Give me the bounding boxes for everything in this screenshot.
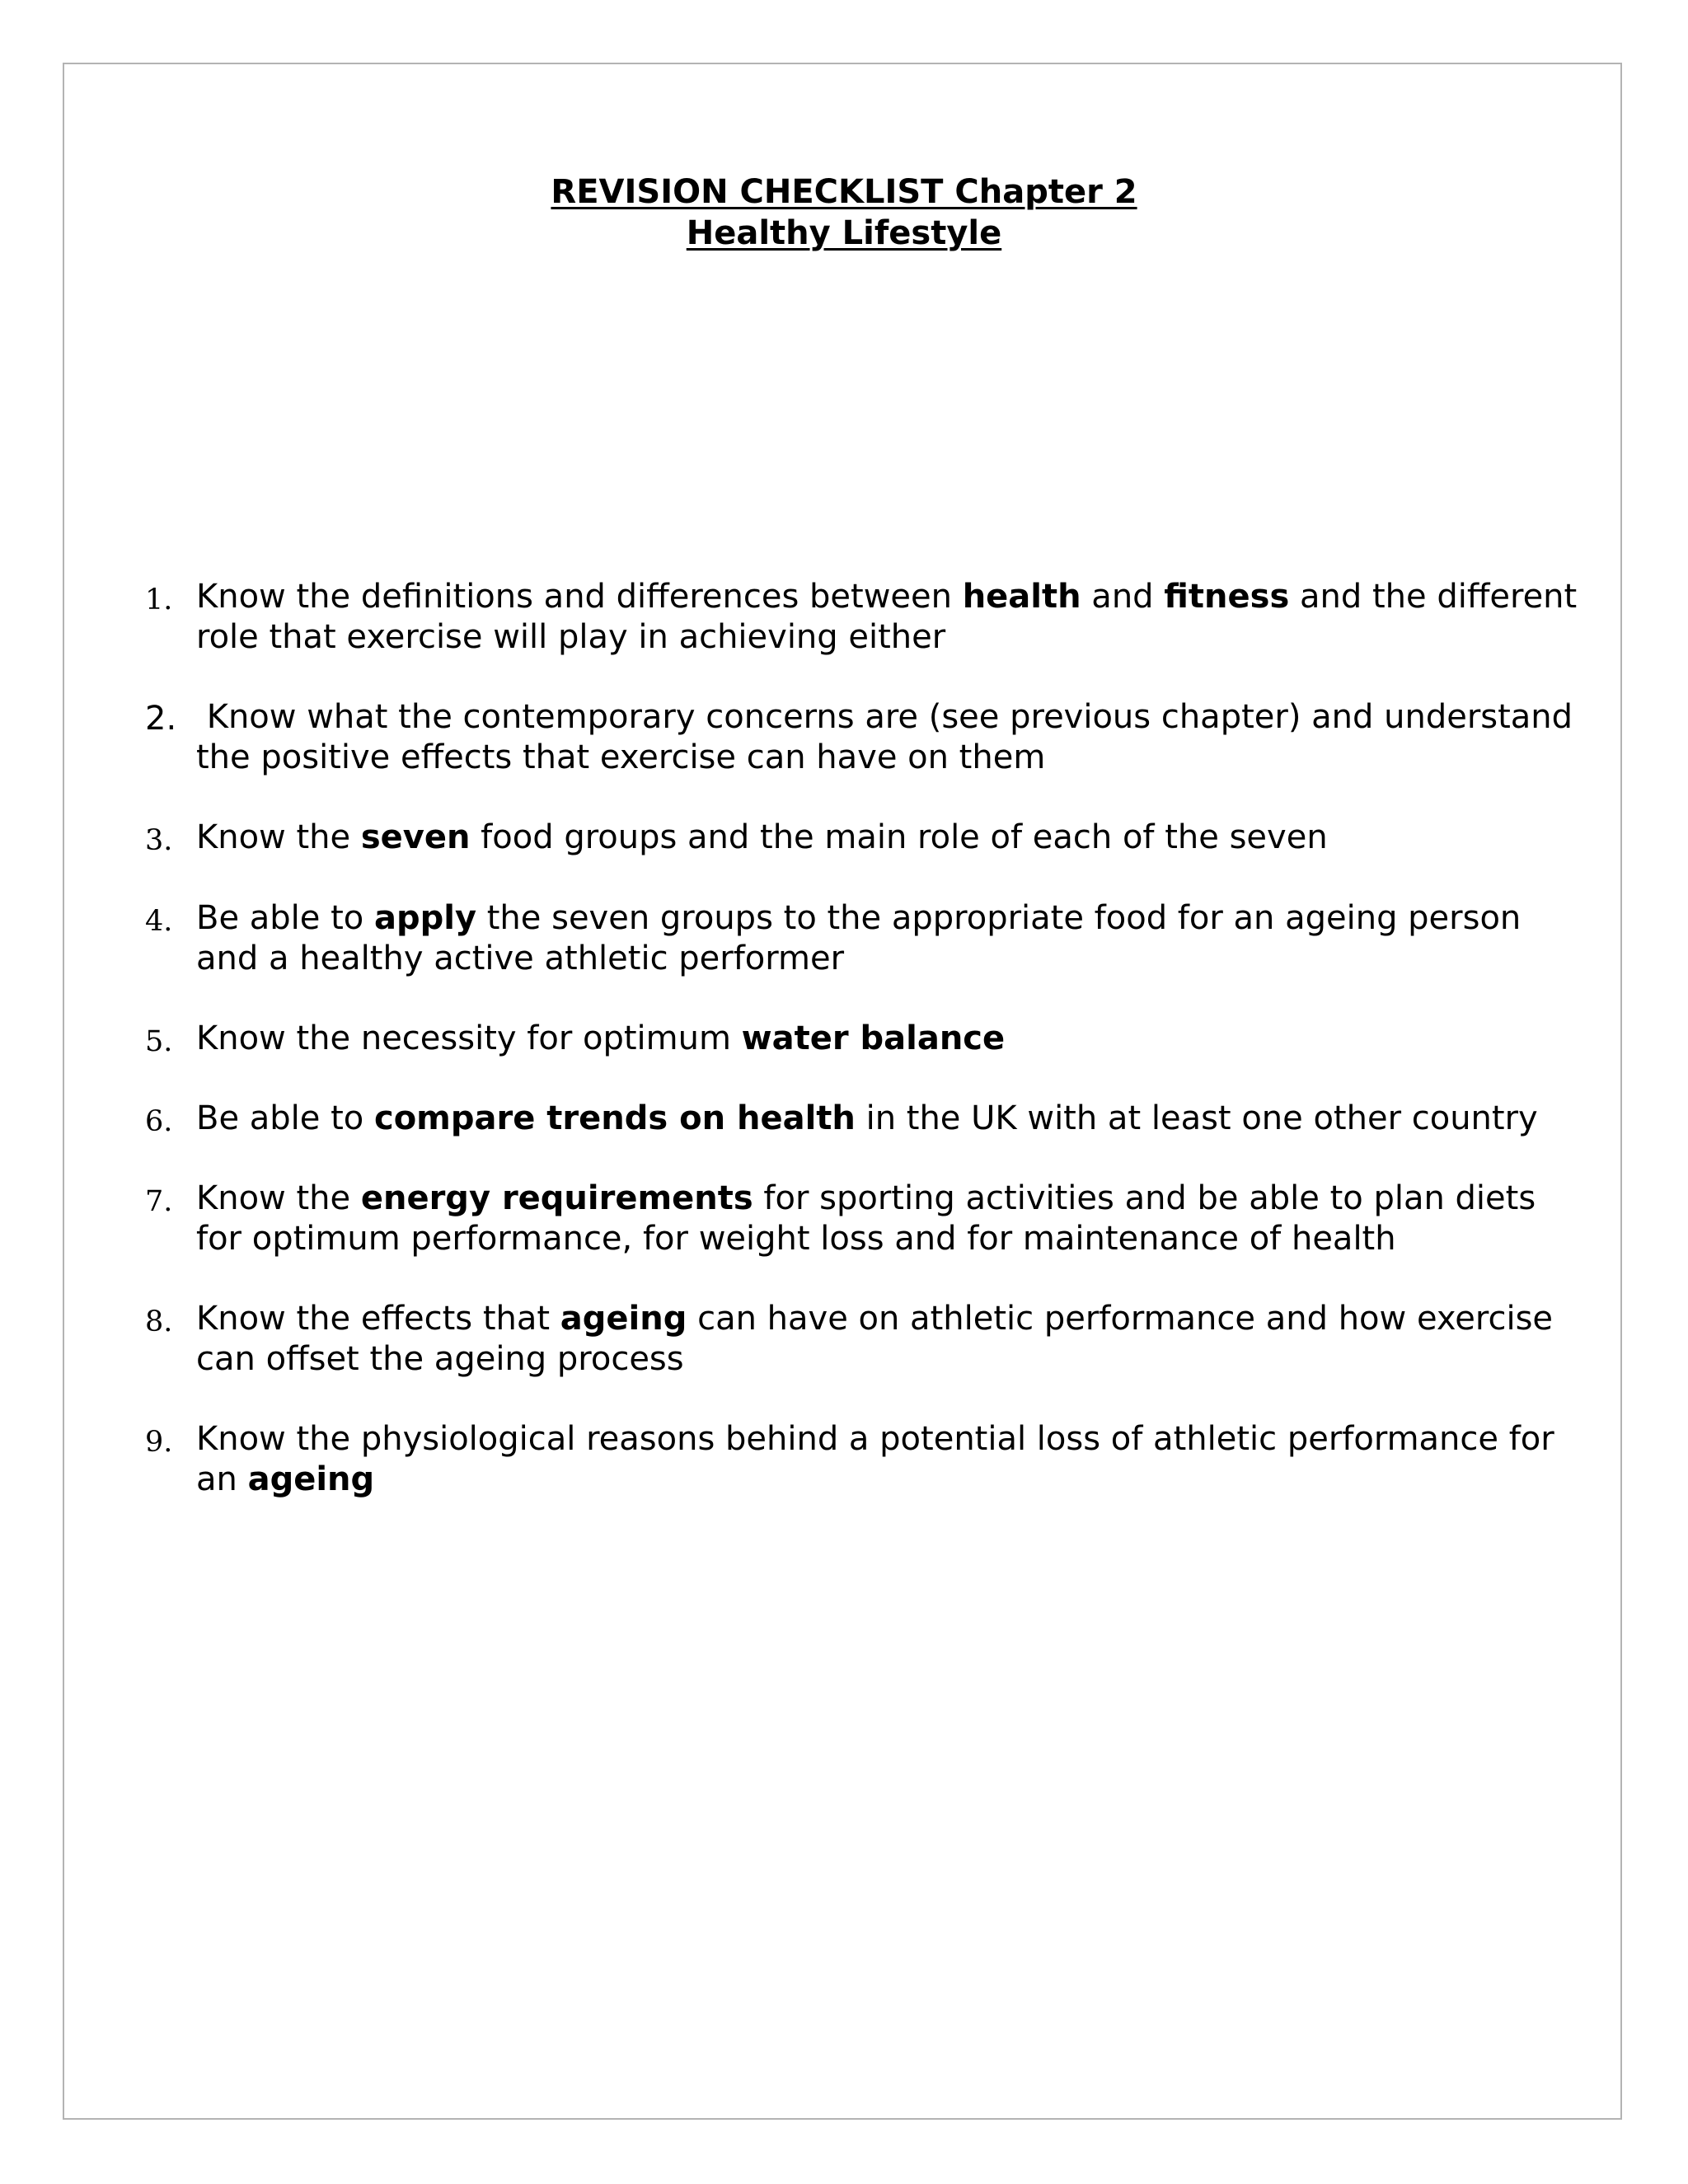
item-text	[196, 818, 1597, 858]
item-number: 9.	[145, 1426, 173, 1459]
item-text-line	[196, 1099, 1597, 1139]
item-text-line	[196, 1019, 1597, 1059]
emphasized-term: ageing	[560, 1300, 687, 1338]
item-text-line	[196, 1460, 1597, 1500]
text-run: Know the physiological reasons behind a potential loss of athletic performance for	[196, 1420, 1554, 1458]
item-text-line	[196, 1419, 1597, 1460]
item-text-line	[196, 1339, 1597, 1380]
item-number: 8.	[145, 1305, 173, 1338]
item-number: 7.	[145, 1185, 173, 1218]
text-run: the positive effects that exercise can have on them	[196, 738, 1046, 776]
item-text-line	[196, 939, 1597, 979]
item-text-line	[196, 1179, 1597, 1219]
item-number: 6.	[145, 1105, 173, 1138]
text-run: the seven groups to the appropriate food for an ageing person	[476, 899, 1522, 937]
emphasized-term: fitness	[1164, 578, 1290, 616]
text-run: Be able to	[196, 899, 374, 937]
item-text-line	[196, 1219, 1597, 1259]
item-text-line	[196, 738, 1597, 778]
item-number: 3.	[145, 824, 173, 857]
text-run: role that exercise will play in achieving either	[196, 618, 946, 656]
emphasized-term: energy requirements	[360, 1179, 753, 1217]
item-text	[196, 1099, 1597, 1139]
text-run: an	[196, 1460, 248, 1498]
item-text-line	[196, 818, 1597, 858]
item-text-line	[196, 898, 1597, 939]
text-run: in the UK with at least one other country	[855, 1099, 1538, 1137]
text-run: for sporting activities and be able to plan diets	[753, 1179, 1536, 1217]
title-text-1: REVISION CHECKLIST Chapter 2	[551, 173, 1137, 211]
item-text	[196, 1419, 1597, 1500]
text-run: Know the definitions and differences between	[196, 578, 963, 616]
item-number: 1.	[145, 583, 173, 616]
emphasized-term: ageing	[247, 1460, 375, 1498]
item-number: 5.	[145, 1025, 173, 1058]
emphasized-term: apply	[373, 899, 477, 937]
text-run: Know the	[196, 1179, 361, 1217]
item-text	[196, 1019, 1597, 1059]
emphasized-term: seven	[360, 818, 471, 856]
text-run: for optimum performance, for weight loss and for maintenance of health	[196, 1220, 1396, 1258]
item-text	[196, 1299, 1597, 1380]
emphasized-term: water balance	[741, 1019, 1006, 1057]
title-text-2: Healthy Lifestyle	[686, 214, 1002, 252]
item-text	[196, 697, 1597, 778]
text-run: Know the effects that	[196, 1300, 560, 1338]
text-run: Know what the contemporary concerns are (see previous chapter) and understand	[196, 698, 1573, 736]
text-run: can have on athletic performance and how exercise	[687, 1300, 1554, 1338]
text-run: can offset the ageing process	[196, 1340, 684, 1378]
item-text-line	[196, 697, 1597, 738]
text-run: food groups and the main role of each of the seven	[470, 818, 1328, 856]
text-run: Know the necessity for optimum	[196, 1019, 742, 1057]
item-text	[196, 577, 1597, 658]
text-run: and a healthy active athletic performer	[196, 940, 845, 977]
item-text	[196, 1179, 1597, 1259]
item-number: 4.	[145, 905, 173, 938]
emphasized-term: health	[962, 578, 1081, 616]
text-run: Know the	[196, 818, 361, 856]
item-text-line	[196, 1299, 1597, 1339]
item-number: 2.	[145, 700, 177, 738]
emphasized-term: compare trends on health	[373, 1099, 856, 1137]
text-run: Be able to	[196, 1099, 374, 1137]
item-text-line	[196, 577, 1597, 617]
text-run: and	[1081, 578, 1165, 616]
text-run: and the different	[1289, 578, 1578, 616]
item-text	[196, 898, 1597, 979]
item-text-line	[196, 617, 1597, 658]
